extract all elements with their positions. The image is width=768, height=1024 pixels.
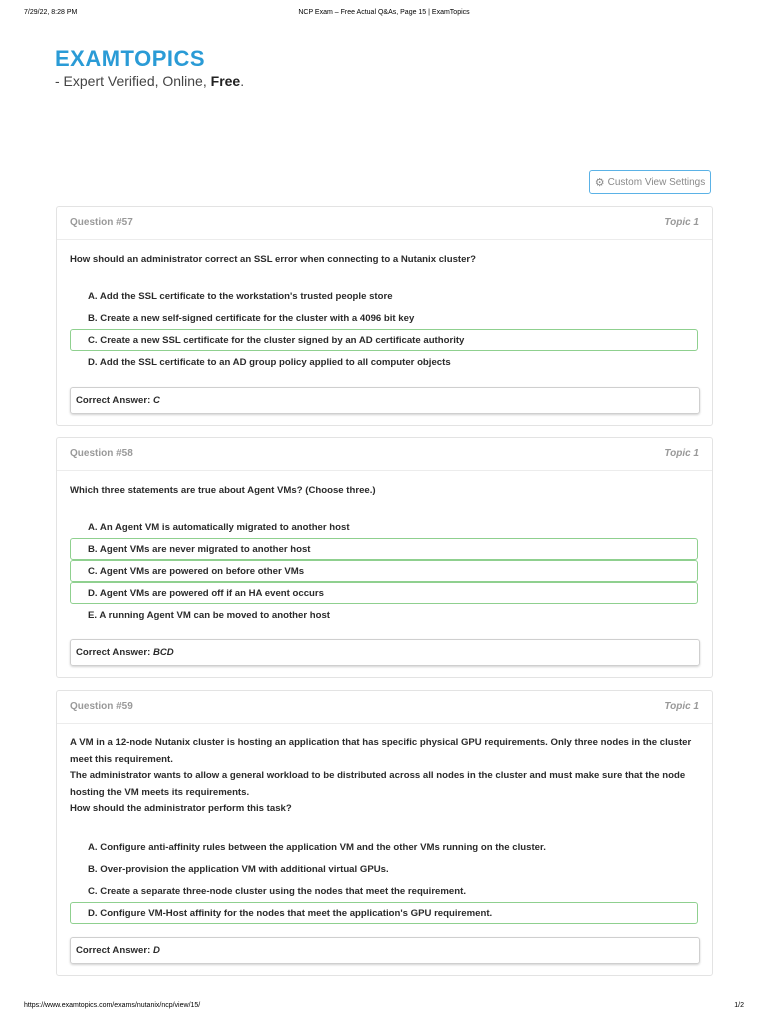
question-header: [57, 438, 712, 471]
correct-answer-box[interactable]: [70, 387, 700, 414]
question-text: How should an administrator correct an SSL error when connecting to a Nutanix cluster?: [70, 254, 477, 265]
question-topic: Topic 1: [664, 701, 699, 712]
choice-d[interactable]: D. Add the SSL certificate to an AD group policy applied to all computer objects: [88, 357, 451, 368]
tagline: - Expert Verified, Online, Free.: [55, 73, 245, 89]
question-header: [57, 207, 712, 240]
print-date: 7/29/22, 8:28 PM: [24, 9, 78, 16]
correct-answer-label: Correct Answer:: [76, 945, 151, 956]
question-text: Which three statements are true about Agent VMs? (Choose three.): [70, 485, 376, 496]
question-number: Question #58: [70, 448, 133, 459]
question-card: [56, 206, 713, 426]
choice-b[interactable]: B. Create a new self-signed certificate for the cluster with a 4096 bit key: [88, 313, 415, 324]
question-number: Question #57: [70, 217, 133, 228]
question-header: [57, 691, 712, 724]
print-url: https://www.examtopics.com/exams/nutanix/ncp/view/15/: [24, 1002, 201, 1009]
question-text-line: The administrator wants to allow a general workload to be distributed across all nodes in the cluster and must make sure that the node hosting the VM meets its requirements.: [70, 770, 686, 798]
question-text-line: How should the administrator perform this task?: [70, 803, 292, 814]
correct-answer-label: Correct Answer:: [76, 395, 151, 406]
correct-answer-value: C: [152, 395, 160, 406]
custom-view-settings-button[interactable]: [589, 170, 711, 194]
choice-a[interactable]: A. Configure anti-affinity rules between the application VM and the other VMs running on the cluster.: [88, 842, 546, 853]
gear-icon: ⚙: [594, 176, 605, 189]
choice-b[interactable]: B. Over-provision the application VM with additional virtual GPUs.: [88, 864, 389, 875]
custom-view-settings-label: Custom View Settings: [607, 176, 706, 188]
correct-answer-value: D: [152, 945, 160, 956]
choice-c[interactable]: C. Create a new SSL certificate for the cluster signed by an AD certificate authority: [70, 329, 698, 351]
question-topic: Topic 1: [664, 217, 699, 228]
choice-d[interactable]: D. Configure VM-Host affinity for the nodes that meet the application's GPU requirement.: [70, 902, 698, 924]
choice-c[interactable]: C. Agent VMs are powered on before other VMs: [70, 560, 698, 582]
question-topic: Topic 1: [664, 448, 699, 459]
print-page-number: 1/2: [734, 1002, 744, 1009]
question-text: [70, 735, 699, 818]
question-card: [56, 690, 713, 976]
question-number: Question #59: [70, 701, 133, 712]
choice-a[interactable]: A. An Agent VM is automatically migrated to another host: [88, 522, 350, 533]
examtopics-logo[interactable]: EXAMTOPICS: [55, 46, 206, 71]
choice-e[interactable]: E. A running Agent VM can be moved to another host: [88, 610, 330, 621]
correct-answer-value: BCD: [152, 647, 174, 658]
choice-d[interactable]: D. Agent VMs are powered off if an HA event occurs: [70, 582, 698, 604]
correct-answer-box[interactable]: [70, 937, 700, 964]
choice-c[interactable]: C. Create a separate three-node cluster using the nodes that meet the requirement.: [88, 886, 466, 897]
choice-a[interactable]: A. Add the SSL certificate to the workstation's trusted people store: [88, 291, 393, 302]
choice-b[interactable]: B. Agent VMs are never migrated to another host: [70, 538, 698, 560]
print-title: NCP Exam – Free Actual Q&As, Page 15 | ExamTopics: [298, 9, 470, 16]
correct-answer-label: Correct Answer:: [76, 647, 151, 658]
question-text-line: A VM in a 12-node Nutanix cluster is hosting an application that has specific physical GPU requirements. Only three nodes in the cluster meet this requirement.: [70, 737, 692, 765]
correct-answer-box[interactable]: [70, 639, 700, 666]
question-card: [56, 437, 713, 678]
